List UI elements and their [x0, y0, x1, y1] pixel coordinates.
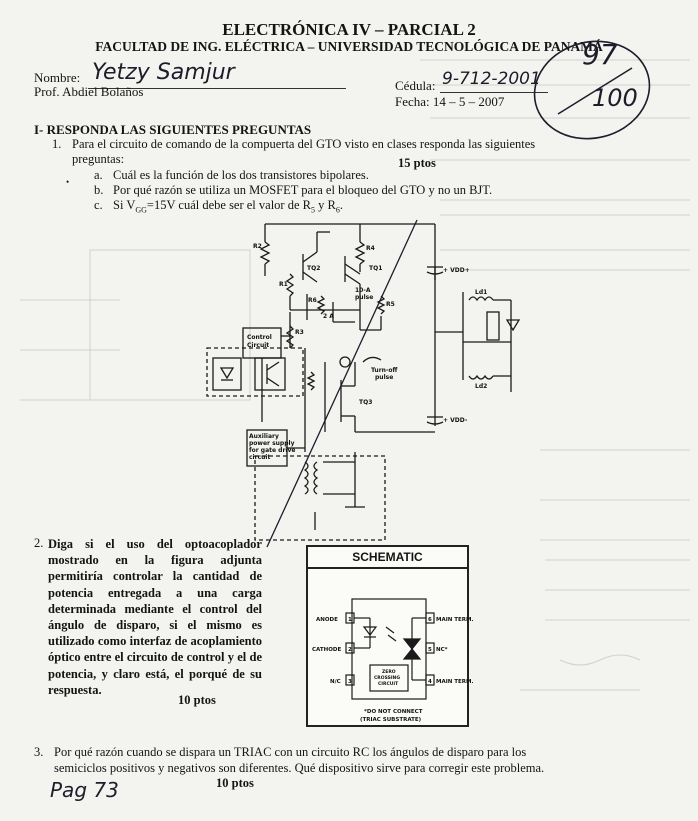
gto-gate-drive-circuit [195, 212, 535, 547]
label-tq1: TQ1 [369, 265, 383, 272]
label-pulse-word: pulse [355, 294, 374, 301]
schematic-drawing [308, 569, 474, 727]
label-r1: R1 [279, 281, 288, 288]
q1-number: 1. [52, 137, 62, 151]
q1b-label: b. [94, 183, 104, 197]
q1a-text: Cuál es la función de los dos transistores bipolares. [113, 168, 369, 182]
label-control: Control [247, 334, 272, 341]
optocoupler-schematic [306, 545, 474, 727]
main-term-top: MAIN TERM. [436, 617, 474, 623]
exam-subtitle: FACULTAD DE ING. ELÉCTRICA – UNIVERSIDAD TECNOLÓGICA DE PANAMÁ [95, 39, 603, 54]
nombre-handwritten: Yetzy Samjur [92, 60, 235, 85]
q3-text-line1: Por qué razón cuando se dispara un TRIAC con un circuito RC los ángulos de disparo para los [54, 745, 527, 759]
page-note-handwritten: Pag 73 [50, 778, 119, 802]
label-circuit-word: Circuit [247, 342, 270, 349]
schematic-title: SCHEMATIC [308, 547, 467, 569]
q2-text: Diga si el uso del optoacoplador mostrado en la figura adjunta permitiría controlar la cantidad de potencia entregada a una carga determinada mediante el control del ángulo de disparo, si el mismo es utilizado como interfaz de acoplamiento óptico entre el circuito de control y el de potencia, y claro está, el porqué de su respuesta. [48, 537, 262, 697]
label-aux1: Auxiliary [249, 433, 279, 440]
bullet-mark: • [66, 177, 70, 187]
q2-number: 2. [34, 536, 44, 550]
label-aux4: circuit [249, 454, 271, 461]
q3-text-line2: semiciclos positivos y negativos son diferentes. Qué dispositivo sirve para corregir este problema. [54, 761, 545, 775]
pin-cathode-label: CATHODE [312, 647, 342, 653]
pin-2: 2 [348, 647, 352, 653]
label-ld2: Ld2 [475, 383, 488, 390]
prof-name: Prof. Abdiel Bolaños [34, 84, 144, 99]
label-r3: R3 [295, 329, 304, 336]
label-r2: R2 [253, 243, 262, 250]
q1-points: 15 ptos [398, 156, 436, 170]
zero-label-2: CROSSING [374, 676, 401, 681]
label-r6: R6 [308, 297, 317, 304]
note-line-1: *DO NOT CONNECT [364, 709, 423, 715]
pin-1: 1 [348, 617, 352, 623]
label-pulse10: 10-A [355, 287, 371, 294]
grade-score: 97 [582, 38, 618, 71]
label-tq2: TQ2 [307, 265, 321, 272]
pin-3: 3 [348, 679, 352, 685]
zero-label-1: ZERO [382, 670, 396, 675]
label-turnoff: Turn-off [371, 367, 398, 374]
q1c-label: c. [94, 198, 103, 212]
note-line-2: (TRIAC SUBSTRATE) [360, 717, 422, 723]
label-tq3: TQ3 [359, 399, 373, 406]
pin-anode-label: ANODE [316, 617, 338, 623]
cedula-label: Cédula: [395, 78, 436, 93]
q1-text-line2: preguntas: [72, 152, 125, 166]
q2-points: 10 ptos [178, 693, 216, 707]
grade-total: 100 [592, 84, 638, 112]
label-r4: R4 [366, 245, 375, 252]
nc-right: NC* [436, 647, 448, 653]
label-turnoff-pulse: pulse [375, 374, 394, 381]
pin-5: 5 [428, 647, 432, 653]
zero-label-3: CIRCUIT [378, 682, 399, 687]
section-title: I- RESPONDA LAS SIGUIENTES PREGUNTAS [34, 122, 312, 137]
pin-6: 6 [428, 617, 432, 623]
label-vdd-minus: + VDD- [443, 417, 468, 424]
q1-text-line1: Para el circuito de comando de la compuerta del GTO visto en clases responda las siguientes [72, 137, 536, 151]
q3-points: 10 ptos [216, 776, 254, 790]
label-vdd-plus: + VDD+ [443, 267, 470, 274]
nombre-label: Nombre: [34, 70, 81, 85]
main-term-bottom: MAIN TERM. [436, 679, 474, 685]
pin-4: 4 [428, 679, 432, 685]
fecha: Fecha: 14 – 5 – 2007 [395, 94, 505, 109]
q3-number: 3. [34, 745, 44, 759]
label-2a: 2 A [323, 313, 334, 320]
cedula-handwritten: 9-712-2001 [442, 69, 541, 89]
label-ld1: Ld1 [475, 289, 488, 296]
label-aux3: for gate drive [249, 447, 296, 454]
q1a-label: a. [94, 168, 103, 182]
exam-title: ELECTRÓNICA IV – PARCIAL 2 [222, 20, 476, 39]
pin-nc-label: N/C [330, 679, 341, 685]
label-aux2: power supply [249, 440, 295, 447]
label-r5: R5 [386, 301, 395, 308]
q1b-text: Por qué razón se utiliza un MOSFET para el bloqueo del GTO y no un BJT. [113, 183, 493, 197]
q1c-text: Si $V_{GG}=15V$ cuál debe ser el valor de $R_5$ y $R_6$. [113, 198, 343, 215]
